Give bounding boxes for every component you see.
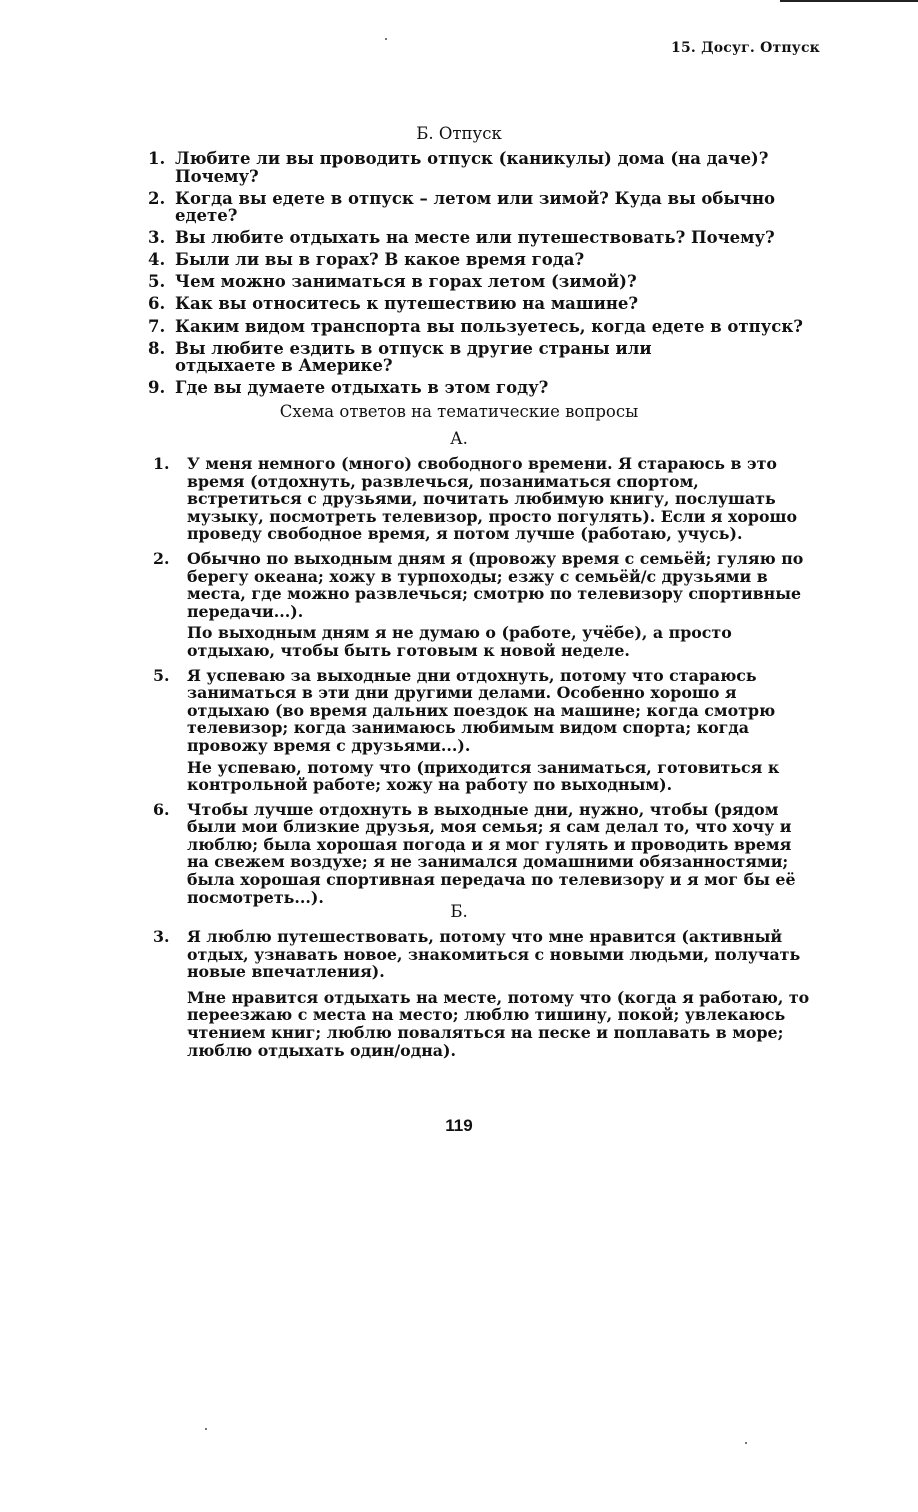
answers-part-b-list <box>150 928 818 1066</box>
running-head: 15. Досуг. Отпуск <box>671 40 820 56</box>
answer-item: 3. Я люблю путешествовать, потому что мне нравится (активный отдых, узнавать новое, знакомиться с новыми людьми, получать новые впечатления). Мне нравится отдыхать на месте, потому что (когда я работаю, то переезжаю с места на место; люблю тишину, покой; увлекаюсь чтением книг; люблю поваляться на песке и поплавать в море; люблю отдыхать один/одна). <box>153 927 810 1060</box>
question-item: 4. Были ли вы в горах? В какое время года? <box>148 250 585 270</box>
scan-speck <box>385 38 387 40</box>
answer-item: 6. Чтобы лучше отдохнуть в выходные дни, нужно, чтобы (рядом были мои близкие друзья, моя семья; я сам делал то, что хочу и люблю; была хорошая погода и я мог гулять и проводить время на свежем воздухе; я не занимался домашними обязанностями; была хорошая спортивная передача по телевизору и я мог бы её посмотреть...). <box>153 799 796 907</box>
answers-part-a-label: А. <box>450 429 468 448</box>
answer-item: 2. Обычно по выходным дням я (провожу время с семьёй; гуляю по берегу океана; хожу в турпоходы; езжу с семьёй/с друзьями в места, где можно развлечься; смотрю по телевизору спортивные передачи...). По выходным дням я не думаю о (работе, учёбе), а просто отдыхаю, чтобы быть готовым к новой неделе. <box>153 548 804 660</box>
answers-part-b-label: Б. <box>450 902 468 921</box>
question-item: 3. Вы любите отдыхать на месте или путешествовать? Почему? <box>148 228 775 248</box>
answer-item: 5. Я успеваю за выходные дни отдохнуть, потому что стараюсь заниматься в эти дни другими делами. Особенно хорошо я отдыхаю (во время дальних поездок на машине; когда смотрю телевизор; когда занимаюсь любимым видом спорта; когда провожу время с друзьями...). Не успеваю, потому что (приходится заниматься, готовиться к контрольной работе; хожу на работу по выходным). <box>153 665 780 795</box>
top-edge-rule <box>780 0 918 2</box>
scan-speck <box>205 1428 207 1430</box>
answer-item: 1. У меня немного (много) свободного времени. Я стараюсь в это время (отдохнуть, развлечься, позаниматься спортом, встретиться с друзьями, почитать любимую книгу, послушать музыку, посмотреть телевизор, просто погулять). Если я хорошо проведу свободное время, я потом лучше (работаю, учусь). <box>153 454 798 544</box>
question-item: 8. Вы любите ездить в отпуск в другие страны или отдыхаете в Америке? <box>148 338 652 376</box>
answers-part-a-list <box>150 455 818 913</box>
page-number: 119 <box>445 1116 473 1135</box>
answers-title: Схема ответов на тематические вопросы <box>279 402 639 421</box>
question-item: 1. Любите ли вы проводить отпуск (каникулы) дома (на даче)? Почему? <box>148 149 769 186</box>
question-item: 9. Где вы думаете отдыхать в этом году? <box>148 378 549 398</box>
question-item: 7. Каким видом транспорта вы пользуетесь, когда едете в отпуск? <box>148 316 803 336</box>
question-item: 5. Чем можно заниматься в горах летом (зимой)? <box>148 272 637 292</box>
question-item: 2. Когда вы едете в отпуск – летом или зимой? Куда вы обычно едете? <box>148 188 776 226</box>
question-item: 6. Как вы относитесь к путешествию на машине? <box>148 294 639 314</box>
scan-speck <box>745 1442 747 1444</box>
section-b-title: Б. Отпуск <box>416 124 502 143</box>
question-list <box>148 150 828 401</box>
